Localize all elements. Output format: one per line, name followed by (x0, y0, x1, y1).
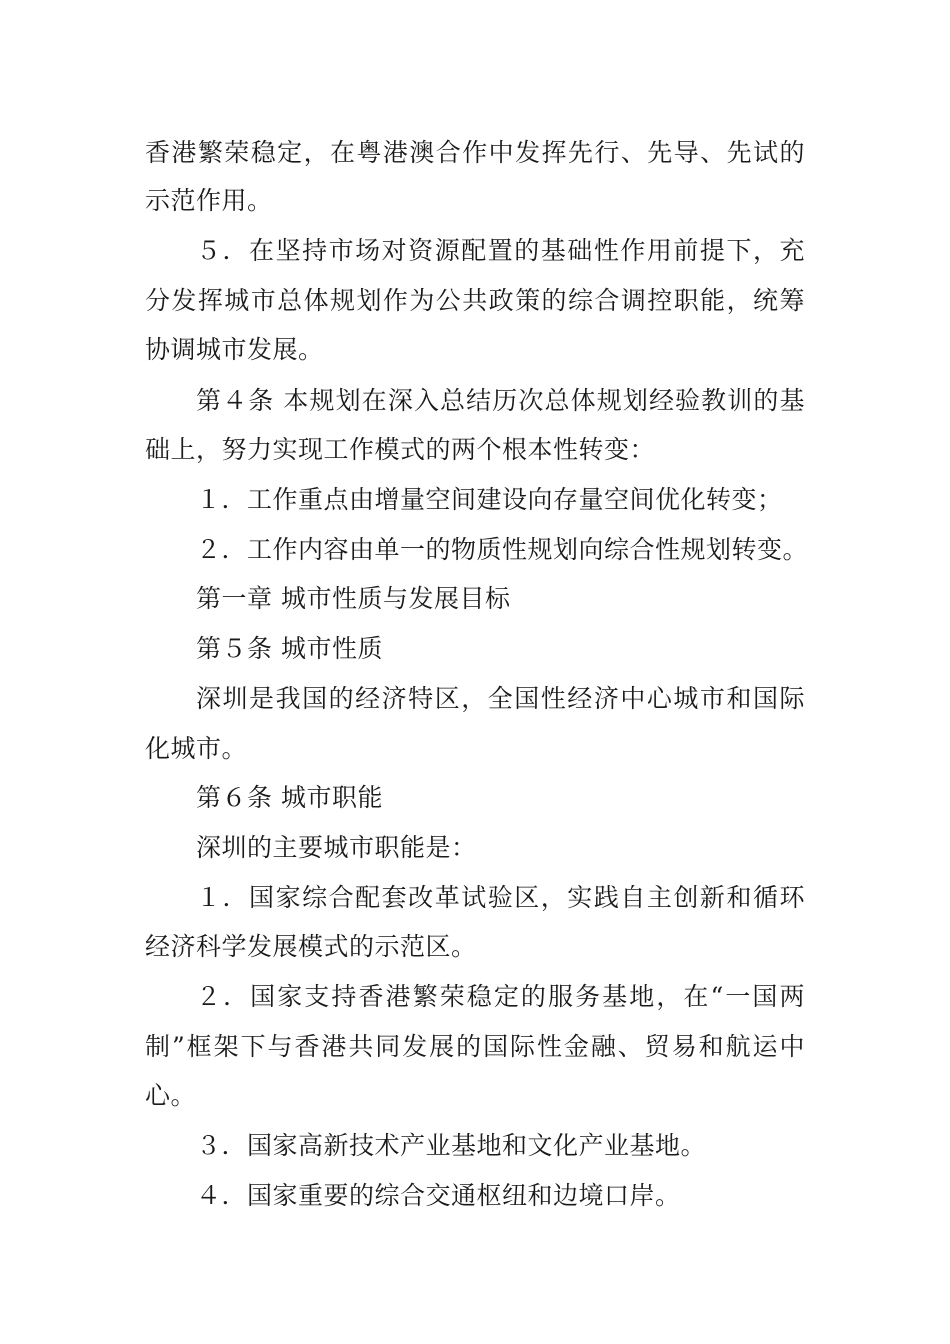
text-line: 制”框架下与香港共同发展的国际性金融、贸易和航运中 (145, 1032, 805, 1061)
chapter-heading: 第一章 城市性质与发展目标 (196, 584, 511, 613)
text-line: 深圳是我国的经济特区，全国性经济中心城市和国际 (196, 684, 805, 713)
text-line: １．工作重点由增量空间建设向存量空间优化转变； (196, 485, 783, 514)
text-line: ２．工作内容由单一的物质性规划向综合性规划转变。 (196, 535, 809, 564)
text-line: 第４条 本规划在深入总结历次总体规划经验教训的基 (196, 386, 805, 415)
text-line: １．国家综合配套改革试验区，实践自主创新和循环 (196, 883, 805, 912)
article-heading: 第６条 城市职能 (196, 783, 383, 812)
text-line: 示范作用。 (145, 186, 273, 215)
text-line: 经济科学发展模式的示范区。 (145, 932, 477, 961)
text-line: 协调城市发展。 (145, 335, 324, 364)
text-line: 础上，努力实现工作模式的两个根本性转变： (145, 435, 656, 464)
text-line: 心。 (145, 1081, 197, 1110)
text-line: 香港繁荣稳定，在粤港澳合作中发挥先行、先导、先试的 (145, 138, 805, 167)
text-line: ４．国家重要的综合交通枢纽和边境口岸。 (196, 1181, 681, 1210)
text-line: 化城市。 (145, 734, 248, 763)
text-line: ２．国家支持香港繁荣稳定的服务基地，在“一国两 (196, 982, 805, 1011)
text-line: ５．在坚持市场对资源配置的基础性作用前提下，充 (196, 236, 805, 265)
text-line: ３．国家高新技术产业基地和文化产业基地。 (196, 1131, 707, 1160)
text-line: 深圳的主要城市职能是： (196, 833, 477, 862)
article-heading: 第５条 城市性质 (196, 634, 383, 663)
text-line: 分发挥城市总体规划作为公共政策的综合调控职能，统筹 (145, 286, 805, 315)
